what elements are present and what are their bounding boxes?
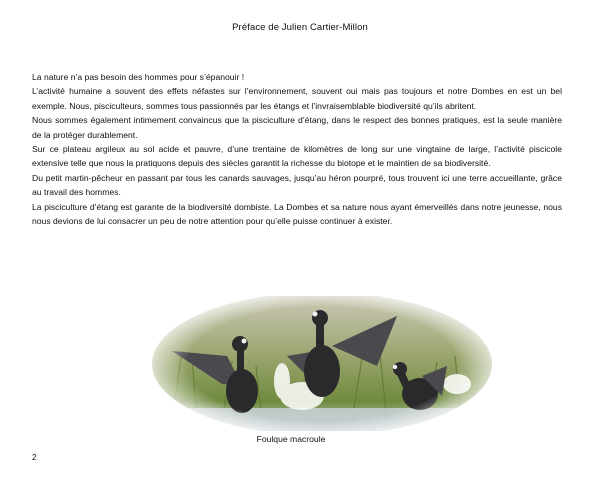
figure-caption: Foulque macroule <box>256 434 326 444</box>
paragraph: Sur ce plateau argileux au sol acide et pauvre, d’une trentaine de kilomètres de long sur une vingtaine de large, l’activité piscicole extensive telle que nous la pratiquons depuis des siècles garantit la richesse du biotope et le maintien de sa biodiversité. <box>32 144 562 169</box>
coots-photo <box>152 296 492 431</box>
paragraph: La nature n’a pas besoin des hommes pour s’épanouir ! <box>32 72 245 82</box>
page-title: Préface de Julien Cartier-Millon <box>232 22 368 33</box>
paragraph: Du petit martin-pêcheur en passant par tous les canards sauvages, jusqu’au héron pourpré, tous trouvent ici une terre accueillante, grâce au travail des hommes. <box>32 172 562 198</box>
paragraph: L’activité humaine a souvent des effets néfastes sur l’environnement, souvent oui mais pas toujours et notre Dombes en est un bel exemple. Nous, pisciculteurs, sommes tous passionnés par les étangs et l’invraisemblable biodiversité qu’ils abritent. <box>32 86 562 111</box>
preface-body <box>32 70 562 228</box>
coots-illustration <box>152 296 492 431</box>
page-number: 2 <box>32 453 37 462</box>
paragraph: La pisciculture d’étang est garante de la biodiversité dombiste. La Dombes et sa nature nous ayant émerveillés dans notre jeunesse, nous nous devions de lui consacrer un peu de notre attention pour qu’elle puisse continuer à exister. <box>32 201 562 227</box>
paragraph: Nous sommes également intimement convaincus que la pisciculture d’étang, dans le respect des bonnes pratiques, est la seule manière de la protéger durablement. <box>32 115 562 140</box>
